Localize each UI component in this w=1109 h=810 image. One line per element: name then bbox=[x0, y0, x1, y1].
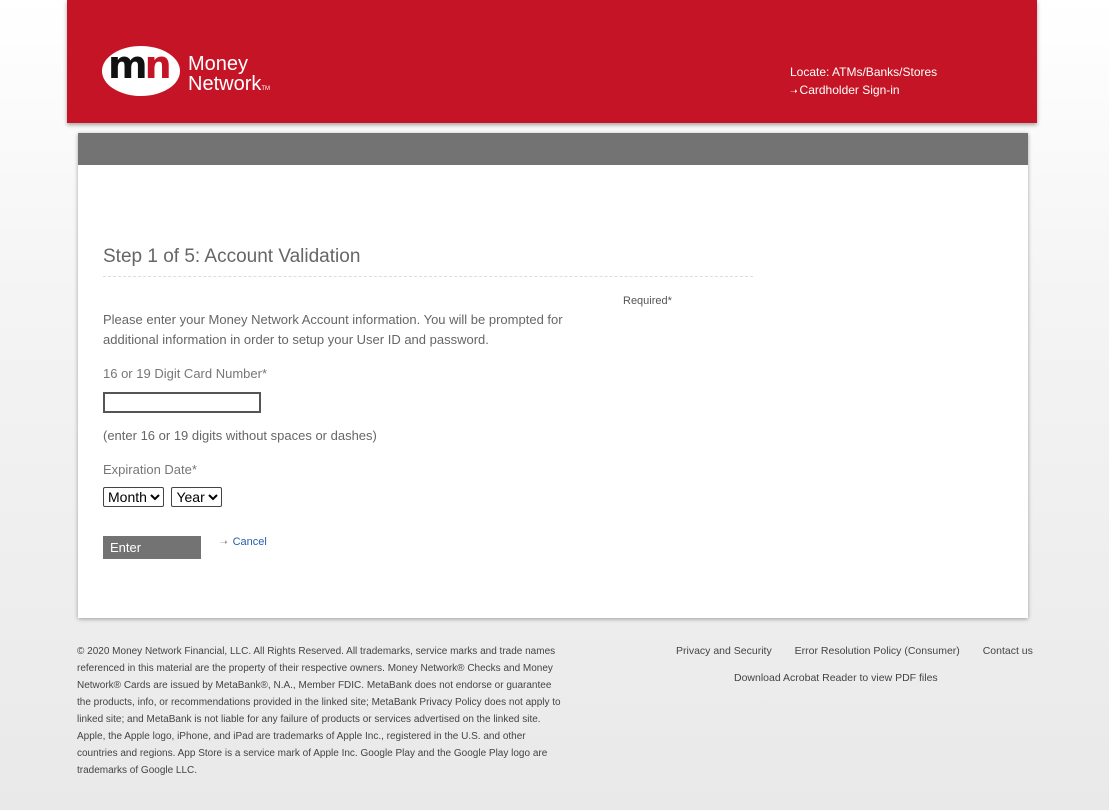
contact-us-link[interactable]: Contact us bbox=[982, 645, 1033, 657]
right-arrow-icon: ➝ bbox=[790, 86, 798, 96]
required-note: Required* bbox=[623, 295, 672, 307]
page-title: Step 1 of 5: Account Validation bbox=[103, 246, 753, 277]
logo-text: Money NetworkTM bbox=[188, 53, 271, 95]
month-select[interactable] bbox=[103, 487, 164, 507]
panel-header-bar bbox=[78, 133, 1028, 165]
site-header bbox=[67, 0, 1037, 123]
right-arrow-icon: ➝ bbox=[220, 537, 228, 547]
cancel-link[interactable]: ➝ Cancel bbox=[220, 536, 267, 548]
header-links bbox=[790, 63, 937, 100]
error-resolution-link[interactable]: Error Resolution Policy (Consumer) bbox=[794, 645, 960, 657]
download-acrobat-link[interactable]: Download Acrobat Reader to view PDF files bbox=[734, 672, 938, 684]
card-number-input[interactable] bbox=[103, 392, 261, 413]
logo-mark: mn bbox=[102, 46, 180, 96]
cardholder-signin-link[interactable]: ➝ Cardholder Sign-in bbox=[790, 83, 900, 97]
intro-text: Please enter your Money Network Account information. You will be prompted for additional information in order to setup your User ID and password. bbox=[103, 312, 563, 347]
privacy-security-link[interactable]: Privacy and Security bbox=[676, 645, 772, 657]
enter-button[interactable]: Enter bbox=[103, 536, 201, 559]
year-select[interactable] bbox=[171, 487, 222, 507]
card-number-label: 16 or 19 Digit Card Number* bbox=[103, 366, 268, 381]
footer-legal-text: © 2020 Money Network Financial, LLC. All Rights Reserved. All trademarks, service marks and trade names referenced in this material are the property of their respective owners. Money Network® Checks and Money Network® Cards are issued by MetaBank®, N.A., Member FDIC. MetaBank does not endorse or guarantee the products, info, or recommendations provided in the linked site; MetaBank Privacy Policy does not apply to linked site; and MetaBank is not liable for any failure of products or services advertised on the linked site. Apple, the Apple logo, iPhone, and iPad are trademarks of Apple Inc., registered in the U.S. and other countries and regions. App Store is a service mark of Apple Inc. Google Play and the Google Play logo are trademarks of Google LLC. bbox=[77, 646, 561, 776]
expiration-date-label: Expiration Date* bbox=[103, 462, 197, 477]
money-network-logo[interactable] bbox=[102, 43, 282, 98]
locate-atms-link[interactable]: Locate: ATMs/Banks/Stores bbox=[790, 65, 938, 79]
expiration-date-selects bbox=[103, 487, 225, 507]
card-number-hint: (enter 16 or 19 digits without spaces or dashes) bbox=[103, 428, 377, 443]
account-validation-panel bbox=[78, 133, 1028, 618]
footer-links bbox=[676, 645, 1033, 657]
